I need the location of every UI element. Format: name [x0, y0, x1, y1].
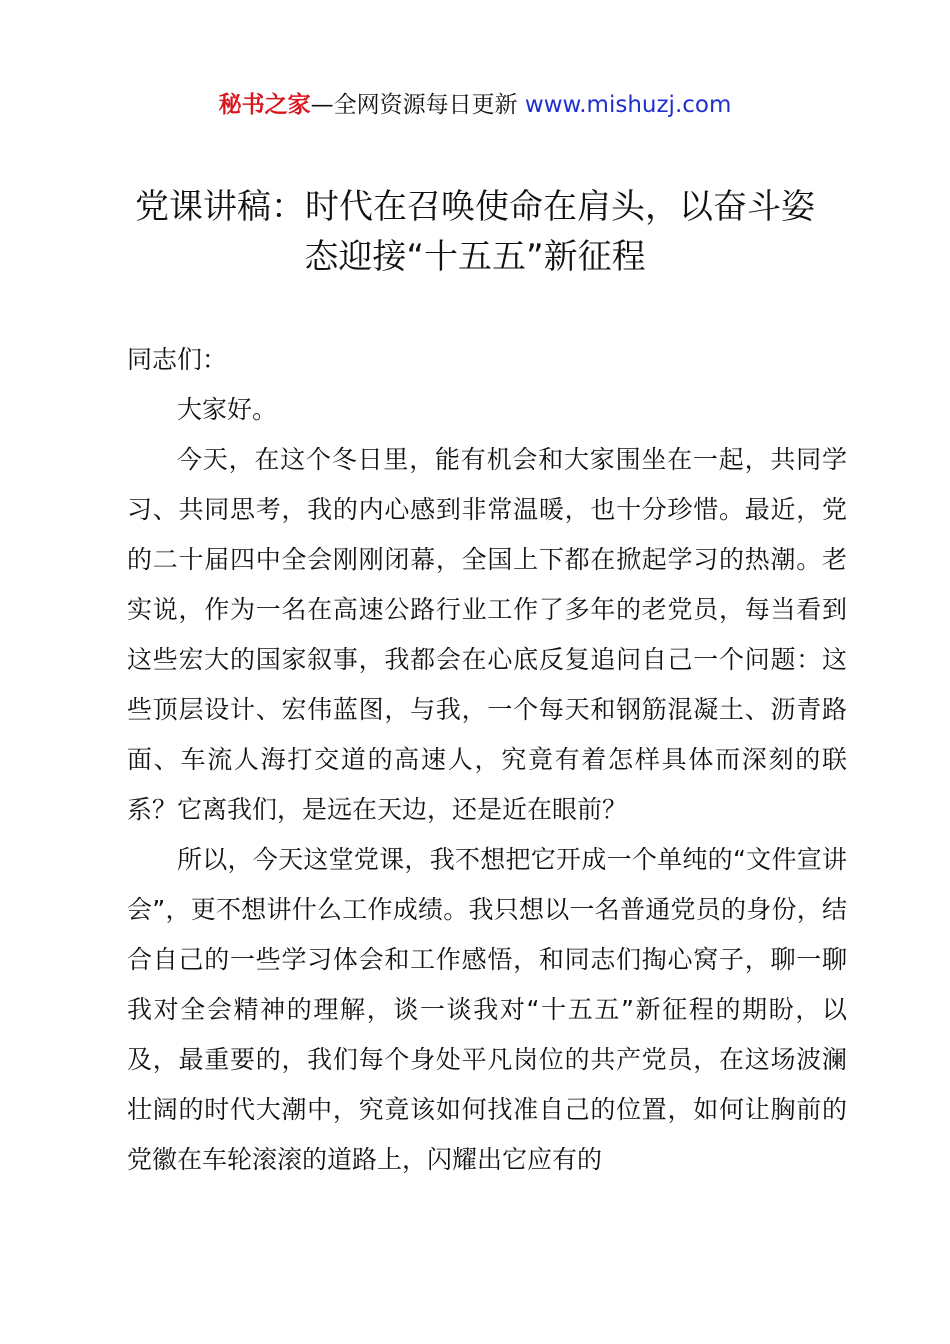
site-tagline: —全网资源每日更新: [310, 92, 518, 118]
document-body: [127, 335, 847, 1185]
paragraph-intro: 今天，在这个冬日里，能有机会和大家围坐在一起，共同学习、共同思考，我的内心感到非常温暖，也十分珍惜。最近，党的二十届四中全会刚刚闭幕，全国上下都在掀起学习的热潮。老实说，作为一名在高速公路行业工作了多年的老党员，每当看到这些宏大的国家叙事，我都会在心底反复追问自己一个问题：这些顶层设计、宏伟蓝图，与我，一个每天和钢筋混凝土、沥青路面、车流人海打交道的高速人，究竟有着怎样具体而深刻的联系？它离我们，是远在天边，还是近在眼前？: [127, 445, 847, 824]
paragraph-purpose: 所以，今天这堂党课，我不想把它开成一个单纯的“文件宣讲会”，更不想讲什么工作成绩。我只想以一名普通党员的身份，结合自己的一些学习体会和工作感悟，和同志们掏心窝子，聊一聊我对全会精神的理解，谈一谈我对“十五五”新征程的期盼，以及，最重要的，我们每个身处平凡岗位的共产党员，在这场波澜壮阔的时代大潮中，究竟该如何找准自己的位置，如何让胸前的党徽在车轮滚滚的道路上，闪耀出它应有的: [127, 845, 847, 1174]
site-brand: 秘书之家: [218, 92, 311, 118]
document-title-line-2: 态迎接“十五五”新征程: [304, 237, 646, 277]
document-title: [110, 182, 840, 282]
document-title-line-1: 党课讲稿：时代在召唤使命在肩头，以奋斗姿: [135, 187, 815, 227]
paragraph-greeting: 大家好。: [177, 395, 278, 424]
site-url-link[interactable]: www.mishuzj.com: [524, 92, 732, 118]
site-header: [0, 88, 950, 122]
salutation: 同志们：: [127, 345, 228, 374]
